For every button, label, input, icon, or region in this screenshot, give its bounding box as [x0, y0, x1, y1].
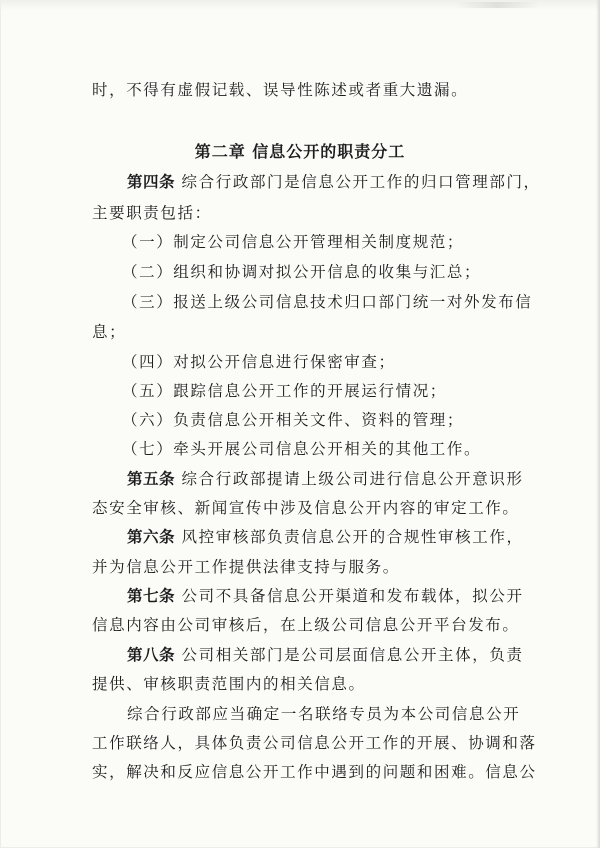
- paragraph-line-1: 综合行政部应当确定一名联络专员为本公司信息公开: [127, 705, 521, 723]
- article-4-line-1: [127, 172, 541, 192]
- article-4-text-1: 综合行政部门是信息公开工作的归口管理部门，: [175, 173, 541, 191]
- article-7-label: 第七条: [127, 587, 176, 605]
- article-8-line-1: [127, 645, 524, 665]
- item-3: （三）报送上级公司信息技术归口部门统一对外发布信: [122, 293, 533, 311]
- article-6-line-1: [127, 527, 524, 547]
- item-2: （二）组织和协调对拟公开信息的收集与汇总；: [122, 263, 482, 281]
- article-7-line-1: [127, 586, 524, 606]
- item-5: （五）跟踪信息公开工作的开展运行情况；: [122, 382, 447, 400]
- item-6: （六）负责信息公开相关文件、资料的管理；: [122, 411, 465, 429]
- continuation-line: 时，不得有虚假记载、误导性陈述或者重大遗漏。: [92, 81, 469, 99]
- article-5-text-1: 综合行政部提请上级公司进行信息公开意识形: [175, 470, 524, 488]
- item-4: （四）对拟公开信息进行保密审查；: [122, 353, 396, 371]
- item-7: （七）牵头开展公司信息公开相关的其他工作。: [122, 440, 482, 458]
- article-6-label: 第六条: [127, 528, 176, 546]
- article-7-text-1: 公司不具备信息公开渠道和发布载体，拟公开: [175, 587, 524, 605]
- article-8-line-2: 提供、审核职责范围内的相关信息。: [92, 675, 366, 693]
- article-5-line-2: 态安全审核、新闻宣传中涉及信息公开内容的审定工作。: [92, 499, 520, 517]
- article-7-line-2: 信息内容由公司审核后，在上级公司信息公开平台发布。: [92, 616, 520, 634]
- paragraph-line-2: 工作联络人，具体负责公司信息公开工作的开展、协调和落: [92, 734, 537, 752]
- article-5-label: 第五条: [127, 470, 176, 488]
- article-8-text-1: 公司相关部门是公司层面信息公开主体，负责: [175, 646, 524, 664]
- item-3-wrap: 息；: [92, 323, 127, 341]
- chapter-heading: 第二章 信息公开的职责分工: [194, 142, 406, 161]
- item-1: （一）制定公司信息公开管理相关制度规范；: [122, 233, 465, 251]
- paragraph-line-3: 实，解决和反应信息公开工作中遇到的问题和困难。信息公: [92, 763, 537, 781]
- article-4-label: 第四条: [127, 173, 176, 191]
- article-8-label: 第八条: [127, 646, 176, 664]
- article-6-line-2: 并为信息公开工作提供法律支持与服务。: [92, 558, 400, 576]
- article-6-text-1: 风控审核部负责信息公开的合规性审核工作，: [175, 528, 524, 546]
- article-4-line-2: 主要职责包括：: [92, 204, 212, 222]
- article-5-line-1: [127, 469, 524, 489]
